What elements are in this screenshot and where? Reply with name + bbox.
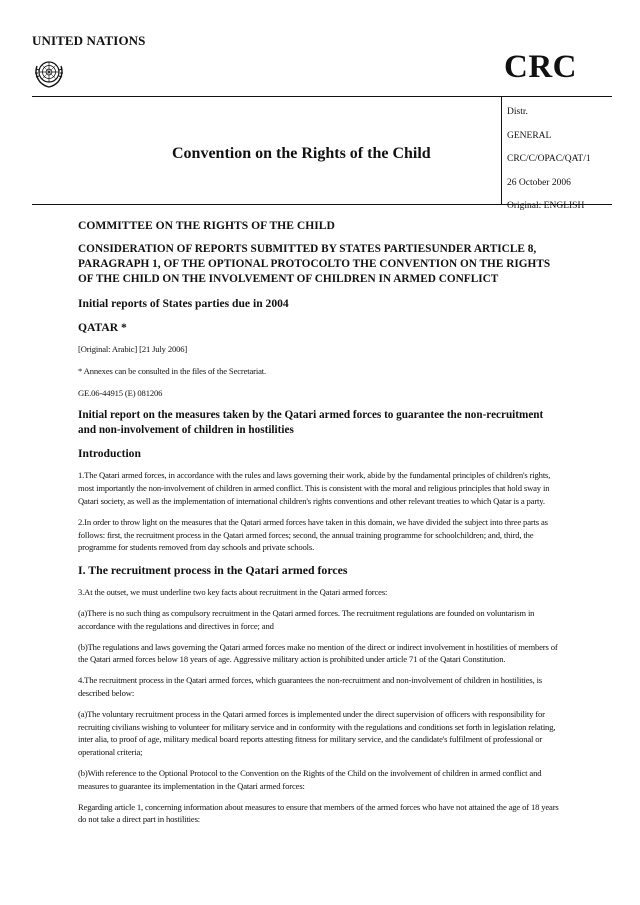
convention-title: Convention on the Rights of the Child: [172, 145, 431, 162]
distribution-line: GENERAL: [507, 130, 552, 141]
country-heading: QATAR *: [78, 321, 127, 334]
initial-reports-heading: Initial reports of States parties due in 2004: [78, 297, 289, 310]
original-language: Original: ENGLISH: [507, 201, 585, 211]
introduction-heading: Introduction: [78, 447, 141, 461]
section-1-heading: I. The recruitment process in the Qatari armed forces: [78, 563, 348, 578]
report-title: Initial report on the measures taken by the Qatari armed forces to guarantee the non-recruitment and non-involvement of children in hostilities: [78, 409, 544, 437]
annex-footnote: * Annexes can be consulted in the files of the Secretariat.: [78, 365, 267, 376]
distribution-line: Distr.: [507, 107, 528, 117]
document-body: [78, 218, 562, 826]
header-rule-top-left: [32, 96, 502, 97]
un-emblem-icon: [32, 56, 66, 90]
distribution-block: [507, 101, 591, 219]
paragraph-4b: (b)With reference to the Optional Protocol to the Convention on the Rights of the Child on the involvement of children in armed conflict and measures to guarantee its implementation in the Qatari armed forces:: [78, 767, 542, 791]
paragraph-article-1: Regarding article 1, concerning information about measures to ensure that members of the armed forces who have not attained the age of 18 years do not take a direct part in hostilities:: [78, 801, 559, 825]
paragraph-4: 4.The recruitment process in the Qatari armed forces, which guarantees the non-recruitment and non-involvement of children in hostilities, is described below:: [78, 675, 543, 698]
paragraph-3: 3.At the outset, we must underline two key facts about recruitment in the Qatari armed forces:: [78, 587, 388, 598]
document-code: CRC/C/OPAC/QAT/1: [507, 154, 591, 164]
paragraph-2: 2.In order to throw light on the measures that the Qatari armed forces have taken in this domain, we have divided the subject into three parts as follows: first, the recruitment process in the Qatari armed forces; second, the annual training programme for schoolchildren; and, third, the programme for students removed from day schools and private schools.: [78, 516, 548, 553]
paragraph-1: 1.The Qatari armed forces, in accordance with the rules and laws governing their work, abide by the fundamental principles of children's rights, most importantly the non-involvement of children in armed conflict. This is consistent with the moral and religious principles that hold sway in Qatari society, as well as the implementation of international children's rights conventions and other relevant treaties to which Qatar is a party.: [78, 470, 551, 506]
document-date: 26 October 2006: [507, 177, 571, 188]
original-note: [Original: Arabic] [21 July 2006]: [78, 344, 188, 354]
header-rule-bottom-left: [32, 204, 502, 205]
paragraph-3b: (b)The regulations and laws governing the Qatari armed forces make no mention of the direct or indirect involvement in hostilities of members of the Qatari armed forces below 18 years of age. Aggressive military action is prohibited under article 71 of the Qatari Constitution.: [78, 641, 558, 665]
document-symbol: CRC: [504, 49, 577, 85]
organization-name: UNITED NATIONS: [32, 33, 146, 48]
committee-heading: COMMITTEE ON THE RIGHTS OF THE CHILD: [78, 219, 335, 232]
consideration-heading: CONSIDERATION OF REPORTS SUBMITTED BY STATES PARTIESUNDER ARTICLE 8, PARAGRAPH 1, OF THE OPTIONAL PROTOCOLTO THE CONVENTION ON THE RIGHTS OF THE CHILD ON THE INVOLVEMENT OF CHILDREN IN ARMED CONFLICT: [78, 243, 551, 285]
header-rule-top-right: [502, 96, 612, 97]
paragraph-4a: (a)The voluntary recruitment process in the Qatari armed forces is implemented under the direct supervision of officers with responsibility for recruiting civilians wishing to volunteer for military service and in conformity with the regulations and conditions set forth in legislation relating, inter alia, to proof of age, military medical board reports attesting fitness for military service, and the candidate's fulfilment of professional or operational criteria;: [78, 708, 556, 758]
ge-number: GE.06-44915 (E) 081206: [78, 387, 163, 398]
paragraph-3a: (a)There is no such thing as compulsory recruitment in the Qatari armed forces. The recruitment regulations are founded on voluntarism in accordance with the regulations and directives in force; and: [78, 607, 535, 631]
header-divider: [501, 96, 502, 204]
